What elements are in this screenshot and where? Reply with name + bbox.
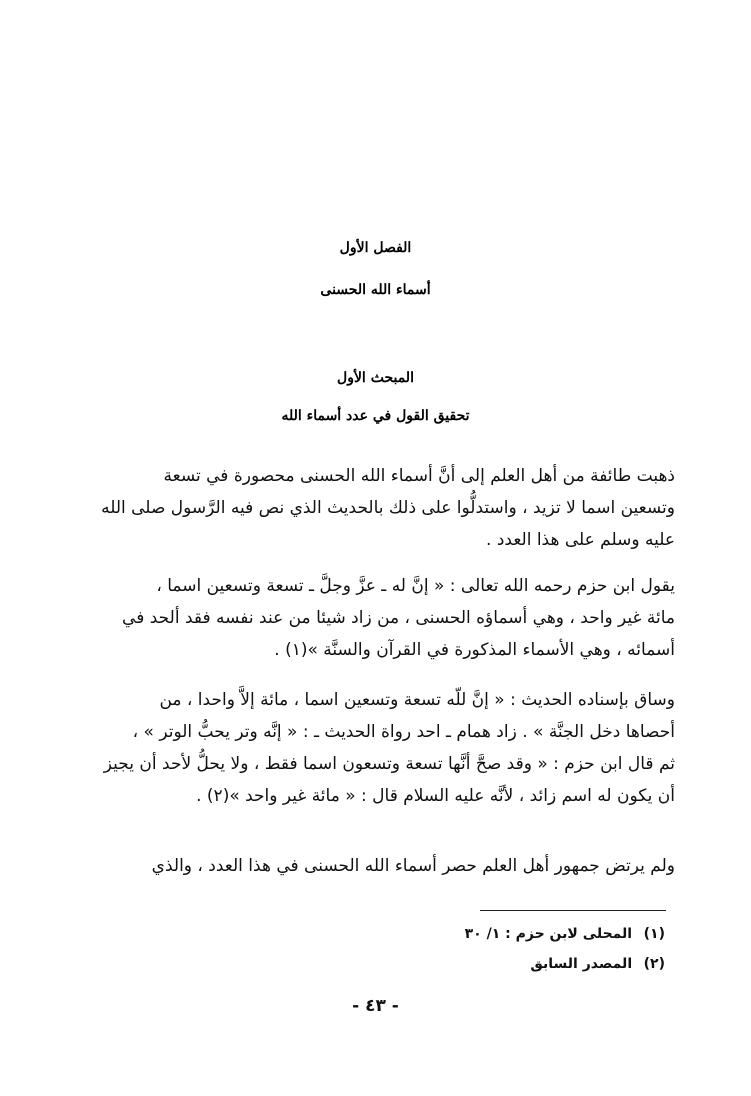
footnote xyxy=(530,956,665,972)
text-line: ولم يرتض جمهور أهل العلم حصر أسماء الله الحسنى في هذا العدد ، والذي xyxy=(151,856,675,876)
text-line: عليه وسلم على هذا العدد . xyxy=(486,530,675,550)
section-title: تحقيق القول في عدد أسماء الله xyxy=(281,408,470,424)
text-line: وساق بإسناده الحديث : « إنَّ للّه تسعة وتسعين اسما ، مائة إلاَّ واحدا ، من xyxy=(159,690,675,710)
text-line: مائة غير واحد ، وهي أسماؤه الحسنى ، من زاد شيئا من عند نفسه فقد ألحد في xyxy=(122,608,675,628)
text-line: وتسعين اسما لا تزيد ، واستدلُّوا على ذلك بالحديث الذي نص فيه الرَّسول صلى الله xyxy=(101,498,675,518)
text-line: أن يكون له اسم زائد ، لأنَّه عليه السلام قال : « مائة غير واحد »(٢) . xyxy=(196,786,675,806)
section-label: المبحث الأول xyxy=(337,370,414,386)
footnote-number: (٢) xyxy=(643,956,665,972)
chapter-title: أسماء الله الحسنى xyxy=(320,282,431,298)
text-line: ذهبت طائفة من أهل العلم إلى أنَّ أسماء الله الحسنى محصورة في تسعة xyxy=(163,466,675,486)
footnote-text: المحلى لابن حزم : ١/ ٣٠ xyxy=(464,926,633,942)
footnote-number: (١) xyxy=(643,926,665,942)
text-line: أسمائه ، وهي الأسماء المذكورة في القرآن والسنَّة »(١) . xyxy=(274,640,675,660)
text-line: أحصاها دخل الجنَّة » . زاد همام ـ احد رواة الحديث ـ : « إنَّه وتر يحبُّ الوتر » ، xyxy=(132,722,675,742)
footnote xyxy=(465,926,665,942)
text-line: يقول ابن حزم رحمه الله تعالى : « إنَّ له ـ عزَّ وجلَّ ـ تسعة وتسعين اسما ، xyxy=(156,576,675,596)
chapter-label: الفصل الأول xyxy=(339,240,412,256)
footnote-separator xyxy=(480,910,666,911)
page-number: - ٤٣ - xyxy=(352,996,399,1016)
text-line: ثم قال ابن حزم : « وقد صحَّ أنَّها تسعة وتسعون اسما فقط ، ولا يحلُّ لأحد أن يجيز xyxy=(103,754,675,774)
footnote-text: المصدر السابق xyxy=(530,956,633,972)
